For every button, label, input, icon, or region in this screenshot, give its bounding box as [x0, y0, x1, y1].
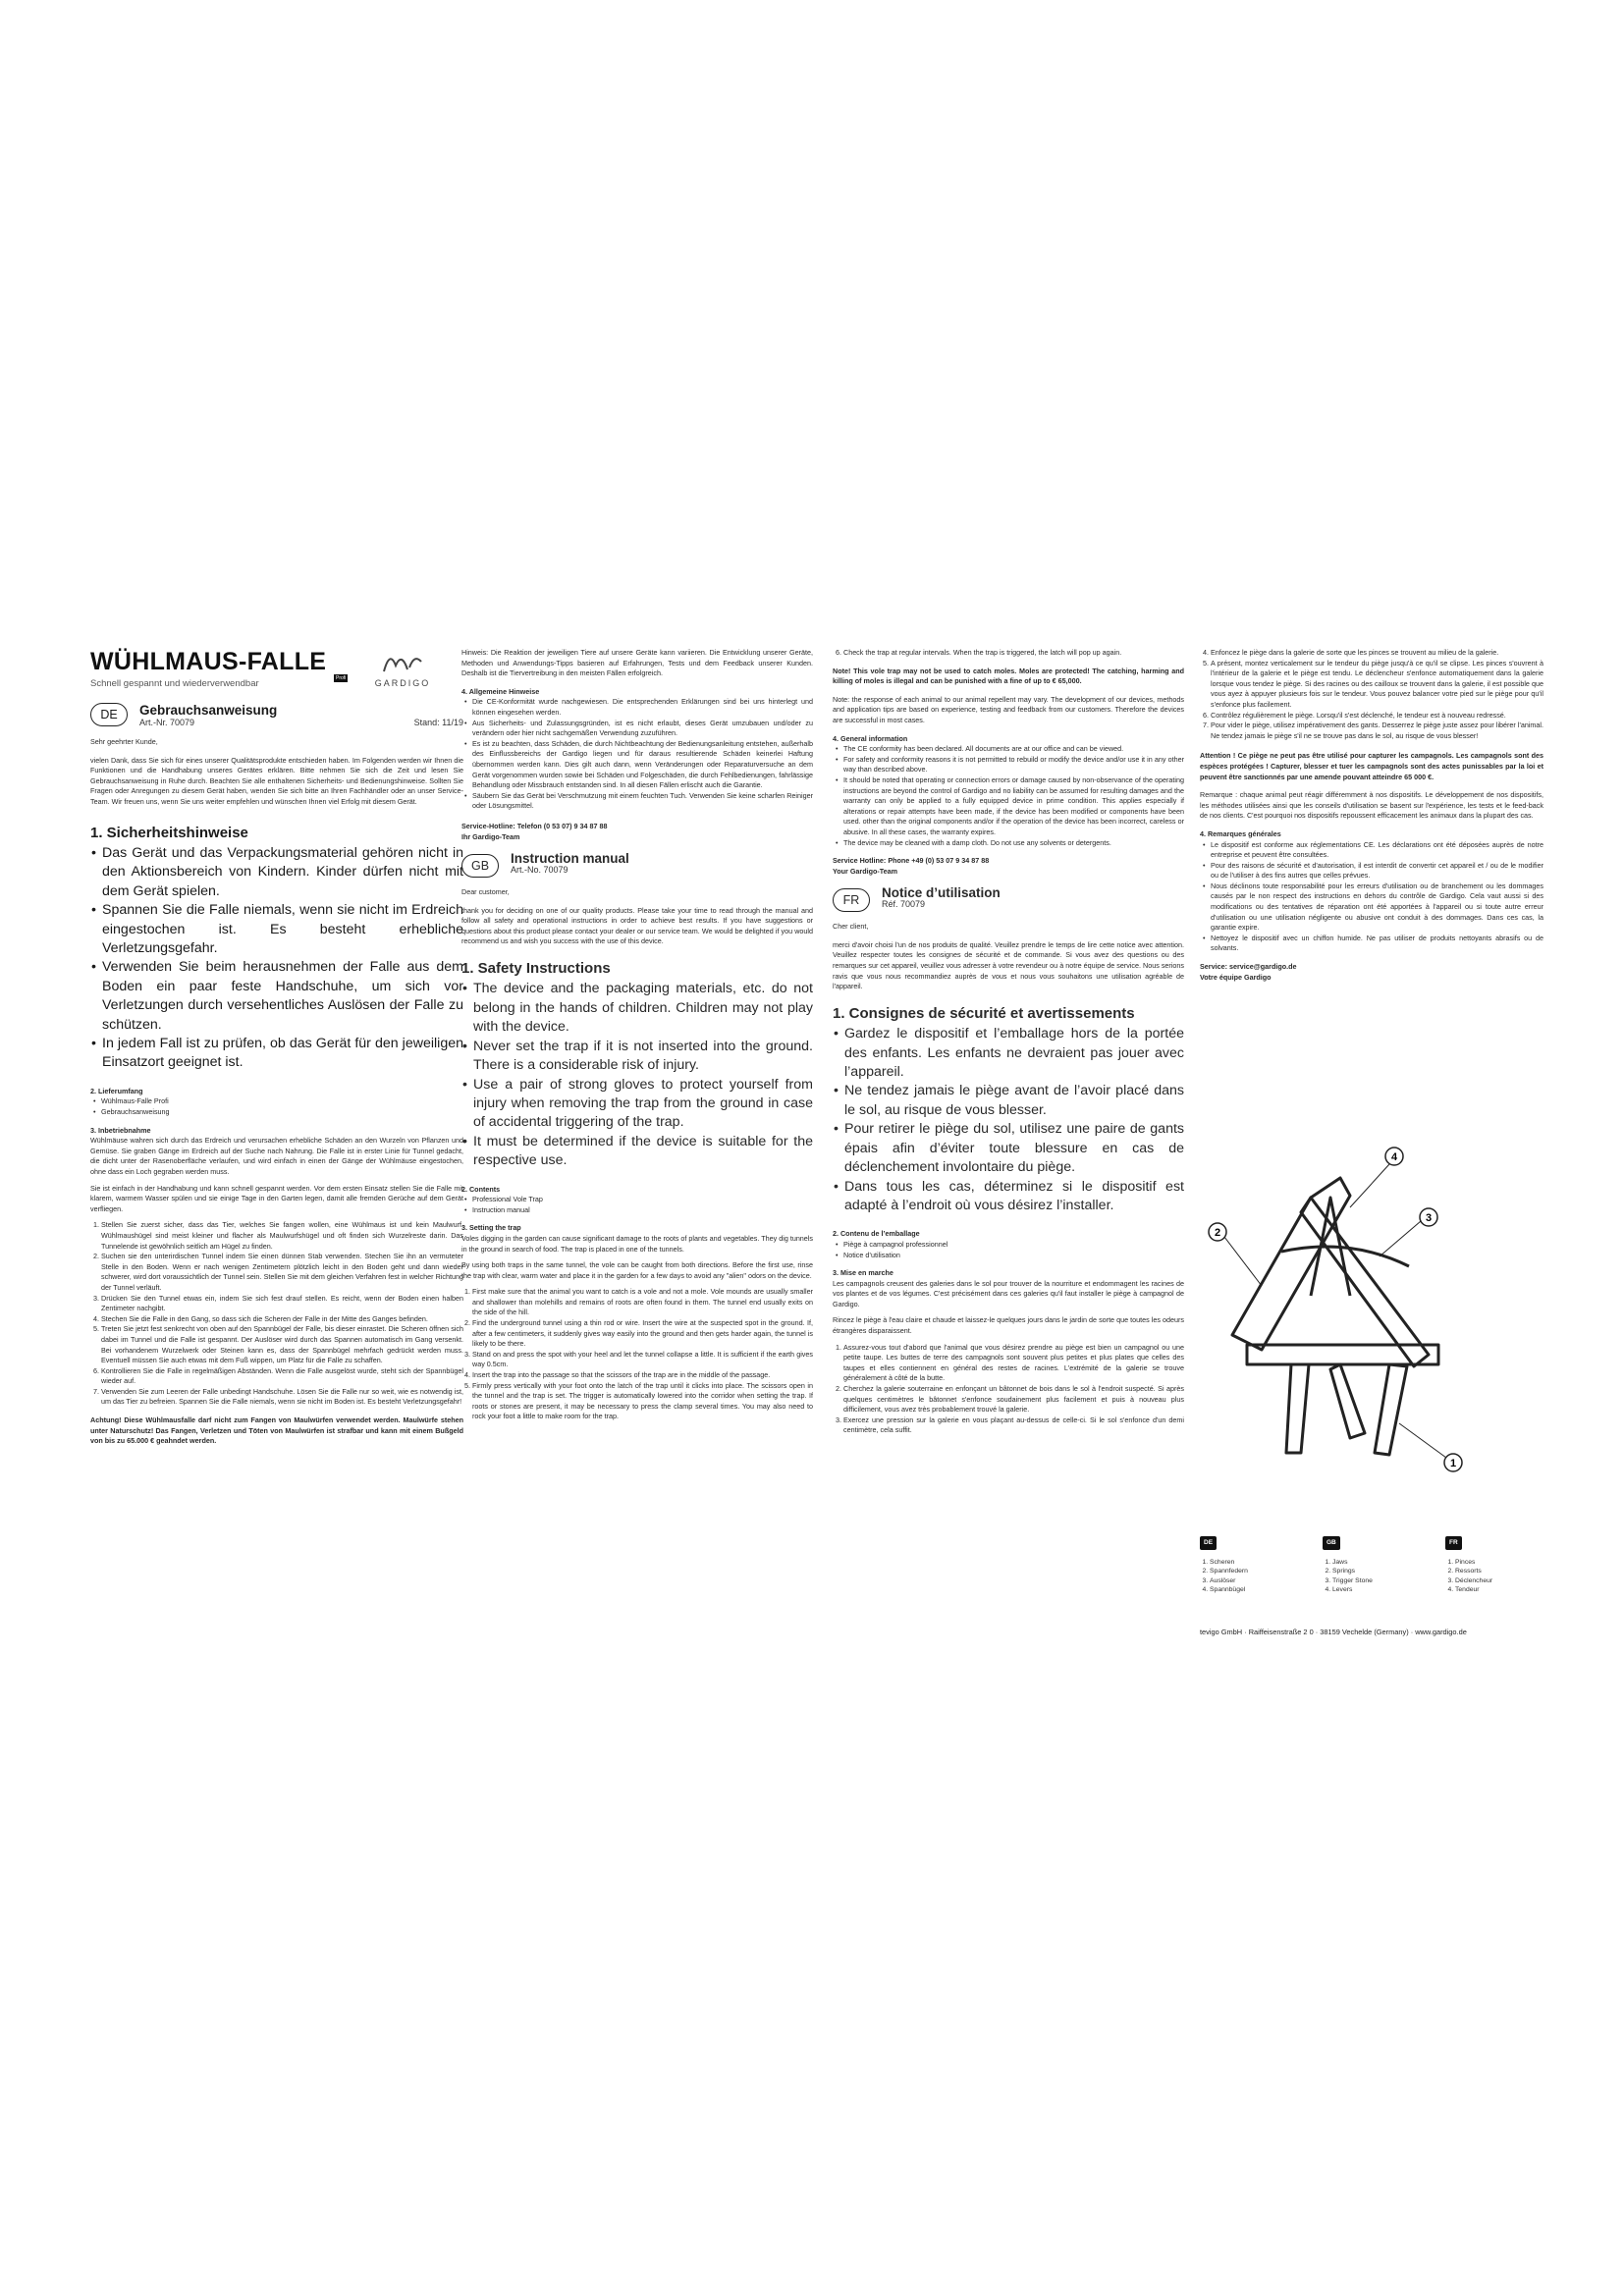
- logo-text: GARDIGO: [374, 678, 431, 688]
- de-team: Ihr Gardigo-Team: [461, 831, 520, 841]
- fr-attention: Attention ! Ce piège ne peut pas être utilisé pour capturer les campagnols. Les campagnols sont des espèces protégées ! Capturer, blesser et tuer les campagnols sont des actes punissables par la loi et peuvent être sanctionnés par une amende pouvant atteindre 65 000 €.: [1200, 751, 1543, 781]
- list-item: 4. Enfoncez le piège dans la galerie de sorte que les pinces se trouvent au milieu de la galerie.: [1211, 648, 1543, 659]
- gb-safety: [461, 959, 813, 1170]
- list-item: • Use a pair of strong gloves to protect yourself from injury when removing the trap from the ground in case of accidental triggering of the trap.: [473, 1076, 813, 1133]
- list-item: • The device may be cleaned with a damp cloth. Do not use any solvents or detergents.: [843, 838, 1184, 849]
- fr-contents-heading: 2. Contenu de l’emballage: [833, 1229, 920, 1239]
- list-item: 2. Find the underground tunnel using a thin rod or wire. Insert the wire at the suspected spot in the ground. If, after a few centimeters, it suddenly gives way easily into the ground and then gets harder again, the tunnel is likely to be there.: [472, 1318, 813, 1350]
- callout-3-label: 3: [1425, 1212, 1433, 1224]
- list-item: • Piège à campagnol professionnel: [843, 1240, 1184, 1251]
- de-use-heading: 3. Inbetriebnahme: [90, 1125, 151, 1135]
- legend-gb: [1323, 1536, 1421, 1595]
- fr-team: Votre équipe Gardigo: [1200, 972, 1272, 982]
- column-gb-fr: [833, 648, 1184, 1436]
- fr-greeting: Cher client,: [833, 922, 869, 932]
- fr-remark: Remarque : chaque animal peut réagir différemment à nos dispositifs. Le développement de nos dispositifs, les méthodes utilisées ainsi que les conseils d'utilisation se basent sur l'expérience, les tests et le feed-back de nos clients. C'est pourquoi nos dispositifs repoussent efficacement les animaux dans la plupart des cas.: [1200, 790, 1543, 821]
- list-item: 6. Kontrollieren Sie die Falle in regelmäßigen Abständen. Wenn die Falle ausgelöst wurde, steht sich der Spannbügel wieder auf.: [101, 1366, 463, 1387]
- list-item: • Nous déclinons toute responsabilité pour les erreurs d'utilisation ou de branchement ou les dommages causés par le non respect des instructions en dehors du contrôle de Gardigo. Cela vaut aussi si des modifications ou des tentatives de réparation ont été apportées à l'appareil ou si toute autre erreur d'utilisation ou une utilisation négligente ou abusive ont conduit à des dommages. Dans ces cas, la garantie expire.: [1211, 881, 1543, 934]
- callout-1-label: 1: [1449, 1458, 1457, 1469]
- de-title: Gebrauchsanweisung: [139, 703, 278, 718]
- gb-hotline: Service Hotline: Phone +49 (0) 53 07 9 34 87 88: [833, 856, 990, 866]
- gb-note: Note! This vole trap may not be used to catch moles. Moles are protected! The catching, harming and killing of moles is illegal and can be punished with a fine of up to € 65,000.: [833, 666, 1184, 686]
- de-article: Art.-Nr. 70079: [139, 718, 195, 727]
- list-item: • The device and the packaging materials, etc. do not belong in the hands of children. Children may not play with the device.: [473, 980, 813, 1037]
- list-item: • Säubern Sie das Gerät bei Verschmutzung mit einem feuchten Tuch. Verwenden Sie keine scharfen Reiniger oder Lösungsmittel.: [472, 791, 813, 812]
- trap-jaw-right: [1375, 1364, 1407, 1455]
- list-item: • Wühlmaus-Falle Profi: [101, 1096, 463, 1107]
- list-item: 1. Stellen Sie zuerst sicher, dass das Tier, welches Sie fangen wollen, eine Wühlmaus ist und kein Maulwurf. Wühlmaushügel sind meist kleiner und flacher als Maulwurfshügel und oft finden sich Wurzelreste darin. Das Tunnelende ist gewöhnlich seitlich am Hügel zu finden.: [101, 1220, 463, 1252]
- list-item: 3. Auslöser: [1210, 1576, 1298, 1586]
- legend-de-tag: DE: [1200, 1536, 1217, 1550]
- list-item: 2. Springs: [1332, 1567, 1421, 1576]
- trap-lever-right: [1301, 1198, 1429, 1366]
- list-item: 3. Trigger Stone: [1332, 1576, 1421, 1586]
- list-item: • Never set the trap if it is not inserted into the ground. There is a considerable risk of injury.: [473, 1038, 813, 1076]
- gb-setting-intro: Voles digging in the garden can cause significant damage to the roots of plants and vegetables. They dig tunnels in the ground in search of food. The trap is placed in one of the tunnels.: [461, 1233, 813, 1254]
- list-item: 1. First make sure that the animal you want to catch is a vole and not a mole. Vole mounds are usually smaller and shallower than molehills and remains of roots are often found in them. The tunnel end usually exits on the side of the hill.: [472, 1287, 813, 1318]
- de-badge: DE: [90, 703, 128, 726]
- list-item: 3. Drücken Sie den Tunnel etwas ein, indem Sie sich fest drauf stellen. Es reicht, wenn der Boden einen halben Zentimeter nachgibt.: [101, 1294, 463, 1314]
- parts-legend: [1200, 1536, 1543, 1595]
- list-item: 3. Exercez une pression sur la galerie en vous plaçant au-dessus de celle-ci. Si le sol s'enfonce d'un demi centimètre, cela suffit.: [843, 1415, 1184, 1436]
- product-title: WÜHLMAUS-FALLE: [90, 648, 327, 675]
- list-item: 4. Insert the trap into the passage so that the scissors of the trap are in the middle of the passage.: [472, 1370, 813, 1381]
- list-item: • Pour retirer le piège du sol, utilisez une paire de gants épais afin d’éviter toute blessure en cas de déclenchement involontaire du piège.: [844, 1120, 1184, 1177]
- list-item: 5. A présent, montez verticalement sur le tendeur du piège jusqu'à ce qu'il se clipse. Les pinces s'ouvrent à l'intérieur de la galerie et le piège est tendu. Le déclencheur s'enfonce automatiquement dans la galerie lorsque vous tendez le piège. Si des racines ou des cailloux se trouvent dans la galerie, il est possible que vous ayez à appuyer plusieurs fois sur le tendeur. Vous pouvez balancer votre pied sur le piège pour qu'il s'enfonce plus facilement.: [1211, 659, 1543, 711]
- legend-fr: [1445, 1536, 1543, 1595]
- callout-2-label: 2: [1214, 1227, 1221, 1239]
- gb-article: Art.-No. 70079: [511, 864, 568, 875]
- list-item: 2. Suchen sie den unterirdischen Tunnel indem Sie einen dünnen Stab verwenden. Stechen Sie ihn an vermuteter Stelle in den Boden. Wenn er nach wenigen Zentimetern plötzlich leicht in den Boden geht und dann wieder schwerer, wird dort voraussichtlich der Tunnel sein. Stellen Sie mit dem gleichen Verfahren fest in welcher Richtung der Tunnel verläuft.: [101, 1252, 463, 1293]
- de-status: Stand: 11/19: [413, 718, 463, 727]
- fr-title: Notice d’utilisation: [882, 885, 1001, 901]
- de-hint: Hinweis: Die Reaktion der jeweiligen Tiere auf unsere Geräte kann variieren. Die Entwicklung unserer Geräte, Methoden und Anwendungs-Tipps basieren auf Erfahrungen, Tests und dem Feedback unserer Kunden. Deshalb ist die Tiervertreibung in den meisten Fällen erfolgreich.: [461, 648, 813, 678]
- gb-heading: [461, 851, 813, 878]
- de-heading: [90, 703, 463, 727]
- legend-fr-tag: FR: [1445, 1536, 1462, 1550]
- gb-general-heading: 4. General information: [833, 733, 908, 743]
- gb-setting-heading: 3. Setting the trap: [461, 1223, 521, 1233]
- list-item: • Professional Vole Trap: [472, 1195, 813, 1205]
- profi-tag: Profi: [336, 675, 347, 681]
- legend-de: [1200, 1536, 1298, 1595]
- list-item: • Nettoyez le dispositif avec un chiffon humide. Ne pas utiliser de produits nettoyants abrasifs ou de solvants.: [1211, 934, 1543, 954]
- list-item: 2. Ressorts: [1455, 1567, 1543, 1576]
- list-item: • Die CE-Konformität wurde nachgewiesen. Die entsprechenden Erklärungen sind bei uns hinterlegt und können eingesehen werden.: [472, 697, 813, 718]
- de-scope-heading: 2. Lieferumfang: [90, 1086, 143, 1095]
- column-de-1: [90, 648, 463, 1447]
- product-subtitle: Schnell gespannt und wiederverwendbar: [90, 678, 259, 689]
- list-item: • In jedem Fall ist zu prüfen, ob das Gerät für den jeweiligen Einsatzort geeignet ist.: [102, 1035, 463, 1073]
- de-safety-heading: 1. Sicherheitshinweise: [90, 824, 248, 841]
- fr-start-heading: 3. Mise en marche: [833, 1268, 893, 1278]
- gb-safety-heading: 1. Safety Instructions: [461, 960, 611, 978]
- list-item: • It should be noted that operating or connection errors or damage caused by non-observance of the operating instructions are beyond the control of Gardigo and no liability can be assumed for resulting damages and the warranty can only be applied to a fully equipped device in prime condition. This applies especially if alterations or repair attempts have been made, if the device has been modified or components have been used. other than the original components and/or if the operation of the device has been incorrect, careless or abusive. In all these cases, the warranty expires.: [843, 775, 1184, 838]
- gb-greeting: Dear customer,: [461, 887, 510, 897]
- gb-title: Instruction manual: [511, 851, 629, 867]
- list-item: • Spannen Sie die Falle niemals, wenn sie nicht im Erdreich eingestochen ist. Es besteht erhebliche Verletzungsgefahr.: [102, 901, 463, 958]
- list-item: 1. Assurez-vous tout d'abord que l'animal que vous désirez prendre au piège est bien un campagnol ou une petite taupe. Les buttes de terre des campagnols sont souvent plus petites et plus plates que celles des taupes et elles contiennent en général des restes de racines. L'extrémité de la galerie se trouve généralement à côté de la butte.: [843, 1343, 1184, 1384]
- list-item: 3. Stand on and press the spot with your heel and let the tunnel collapse a little. It is sufficient if the earth gives way 0.5cm.: [472, 1350, 813, 1370]
- de-use-intro: Wühlmäuse wahren sich durch das Erdreich und verursachen erhebliche Schäden an den Wurzeln von Pflanzen und Gemüse. Sie graben Gänge im Erdreich auf der Suche nach Nahrung. Die Falle ist in erster Linie für Tunnel gedacht, die dicht unter der Rasenoberfläche verlaufen, und wird einfach in einen der Gänge der Wühlmäuse eingestochen, ohne dass ein Loch gegraben werden muss.: [90, 1136, 463, 1176]
- trap-spring: [1281, 1247, 1409, 1266]
- list-item: 2. Spannfedern: [1210, 1567, 1298, 1576]
- list-item: • The CE conformity has been declared. All documents are at our office and can be viewed.: [843, 744, 1184, 755]
- trap-jaw-left: [1286, 1364, 1309, 1453]
- list-item: 2. Cherchez la galerie souterraine en enfonçant un bâtonnet de bois dans le sol à l'endroit suspecté. Si après quelques centimètres le bâtonnet s'enfonce soudainement plus facilement et puis à nouveau plus difficilement, vous avez très probablement trouvé la galerie.: [843, 1384, 1184, 1415]
- column-fr: [1200, 648, 1543, 983]
- list-item: 5. Firmly press vertically with your foot onto the latch of the trap until it clicks into place. The scissors open in the tunnel and the trap is set. The trigger is automatically lowered into the corridor when setting the trap. If roots or stones are present, it may be necessary to press the clamp several times. You may also need to rock your foot a little to make room for the trap.: [472, 1381, 813, 1422]
- list-item: 7. Verwenden Sie zum Leeren der Falle unbedingt Handschuhe. Lösen Sie die Falle nur so weit, wie es notwendig ist, um das Tier zu befreien. Spannen Sie die Falle niemals, wenn sie nicht im Boden ist. Es besteht Verletzungsgefahr!: [101, 1387, 463, 1408]
- gb-intro: thank you for deciding on one of our quality products. Please take your time to read through the manual and follow all safety and operational instructions in order to achieve best results. If you have suggestions or questions about this product please contact your dealer or our service team. We would be delighted if you would recommend us and wish you success with the use of this device.: [461, 905, 813, 946]
- list-item: • It must be determined if the device is suitable for the respective use.: [473, 1133, 813, 1171]
- list-item: • Le dispositif est conforme aux réglementations CE. Les déclarations ont été déposées auprès de notre entreprise et peuvent être consultées.: [1211, 840, 1543, 861]
- column-de-gb: [461, 648, 813, 1422]
- brand-header: [90, 648, 463, 691]
- gb-team: Your Gardigo-Team: [833, 866, 898, 876]
- list-item: • Es ist zu beachten, dass Schäden, die durch Nichtbeachtung der Bedienungsanleitung entstehen, außerhalb des Einflussbereichs der Gardigo liegen und für daraus resultierende Schäden keinerlei Haftung übernommen werden kann. Dies gilt auch dann, wenn Veränderungen oder Reparaturversuche an dem Gerät vorgenommen wurden sowie bei Schäden und Folgeschäden, die durch Fehlbedienungen, fahrlässige Behandlung oder Missbrauch entstanden sind. In all diesen Fällen erlischt auch die Garantie.: [472, 739, 813, 791]
- de-warning: Achtung! Diese Wühlmausfalle darf nicht zum Fangen von Maulwürfen verwendet werden. Maulwürfe stehen unter Naturschutz! Das Fangen, Verletzen und Töten von Maulwürfen ist strafbar und kann mit einem Bußgeld von bis zu 65.000 € geahndet werden.: [90, 1415, 463, 1446]
- gb-response: Note: the response of each animal to our animal repellent may vary. The development of our devices, methods and application tips are based on experience, testing and feedback from our customers. Therefore the devices are successful in most cases.: [833, 694, 1184, 724]
- list-item: 6. Check the trap at regular intervals. When the trap is triggered, the latch will pop up again.: [843, 648, 1184, 659]
- de-general-heading: 4. Allgemeine Hinweise: [461, 686, 540, 696]
- list-item: • Gebrauchsanweisung: [101, 1107, 463, 1118]
- fr-intro: merci d'avoir choisi l'un de nos produits de qualité. Veuillez prendre le temps de lire cette notice avec attention. Veuillez respecter toutes les consignes de sécurité et de commande. Si vous avez des questions ou des remarques sur cet appareil, veuillez vous adresser à votre revendeur ou à notre équipe de service. Nous serions ravis que vous nous recommandiez auprès de vous et nous vous souhaitons une utilisation agréable de l'appareil.: [833, 939, 1184, 991]
- de-intro: vielen Dank, dass Sie sich für eines unserer Qualitätsprodukte entschieden haben. Im Folgenden werden wir Ihnen die Funktionen und die Handhabung unseres Gerätes erklären. Bitte nehmen Sie sich die Zeit und lesen Sie Gebrauchsanweisung in Ruhe durch. Beachten Sie alle enthaltenen Sicherheits- und Bedienungshinweise. Sollten Sie Fragen oder Anregungen zu diesem Gerät haben, wenden Sie sich bitte an Ihren Fachhändler oder an unser Service-Team. Wir freuen uns, wenn Sie uns weiter empfehlen und wünschen Ihnen viel Erfolg mit diesem Gerät.: [90, 755, 463, 806]
- list-item: 1. Scheren: [1210, 1558, 1298, 1568]
- fr-start-intro2: Rincez le piège à l'eau claire et chaude et laissez-le quelques jours dans le jardin de sorte que toutes les odeurs étrangères disparaissent.: [833, 1315, 1184, 1336]
- list-item: 4. Levers: [1332, 1585, 1421, 1595]
- fr-heading: [833, 885, 1184, 912]
- list-item: • Das Gerät und das Verpackungsmaterial gehören nicht in den Aktionsbereich von Kindern. Kinder dürfen nicht mit dem Gerät spielen.: [102, 844, 463, 901]
- list-item: • Pour des raisons de sécurité et d'autorisation, il est interdit de convertir cet appareil et / ou de le modifier ou de l'utiliser à des fins autres que celles prévues.: [1211, 861, 1543, 881]
- list-item: 6. Contrôlez régulièrement le piège. Lorsqu'il s'est déclenché, le tendeur est à nouveau redressé.: [1211, 711, 1543, 721]
- gb-badge: GB: [461, 854, 499, 878]
- list-item: • For safety and conformity reasons it is not permitted to rebuild or modify the device and/or use it in any other way than described above.: [843, 755, 1184, 775]
- fr-safety: [833, 1004, 1184, 1215]
- callout-4-label: 4: [1390, 1151, 1398, 1163]
- gb-contents-heading: 2. Contents: [461, 1184, 501, 1194]
- list-item: 4. Stechen Sie die Falle in den Gang, so dass sich die Scheren der Falle in der Mitte des Ganges befinden.: [101, 1314, 463, 1325]
- list-item: • Verwenden Sie beim herausnehmen der Falle aus dem Boden ein paar feste Handschuhe, um sich vor Verletzungen durch versehentliches Auslösen der Falle zu schützen.: [102, 958, 463, 1035]
- list-item: 3. Déclencheur: [1455, 1576, 1543, 1586]
- fr-general-heading: 4. Remarques générales: [1200, 828, 1281, 838]
- list-item: 4. Tendeur: [1455, 1585, 1543, 1595]
- trap-diagram: [1193, 1139, 1488, 1472]
- company-footer: tevigo GmbH · Raiffeisenstraße 2 0 · 38159 Vechelde (Germany) · www.gardigo.de: [1200, 1628, 1467, 1636]
- list-item: • Aus Sicherheits- und Zulassungsgründen, ist es nicht erlaubt, dieses Gerät umzubauen und/oder zu verändern oder hier nicht sachgemäßen Verwendung zuzuführen.: [472, 719, 813, 739]
- list-item: • Ne tendez jamais le piège avant de l’avoir placé dans le sol, au risque de vous blesser.: [844, 1082, 1184, 1120]
- list-item: 5. Treten Sie jetzt fest senkrecht von oben auf den Spannbügel der Falle, bis dieser einrastet. Die Scheren öffnen sich dabei im Tunnel und die Falle ist gespannt. Der Auslöser wird durch das Spannen automatisch im Gang versenkt. Bei vorhandenem Wurzelwerk oder Steinen kann es, dass der Spannbügel mehrfach gedrückt werden muss. Eventuell müssen Sie auch etwas mit dem Fuß wippen, um Platz für die Falle zu schaffen.: [101, 1324, 463, 1365]
- list-item: • Instruction manual: [472, 1205, 813, 1216]
- de-use-intro2: Sie ist einfach in der Handhabung und kann schnell gespannt werden. Vor dem ersten Einsatz stellen Sie die Falle mit klarem, warmem Wasser spülen und sie einige Tage in den Garten legen, damit alle fremden Gerüche auf dem Gerät verfliegen.: [90, 1183, 463, 1213]
- de-safety: [90, 824, 463, 1073]
- list-item: 1. Jaws: [1332, 1558, 1421, 1568]
- legend-gb-tag: GB: [1323, 1536, 1340, 1550]
- fr-service: Service: service@gardigo.de: [1200, 962, 1297, 972]
- fr-badge: FR: [833, 888, 870, 912]
- fr-safety-heading: 1. Consignes de sécurité et avertissements: [833, 1004, 1135, 1022]
- list-item: 4. Spannbügel: [1210, 1585, 1298, 1595]
- gb-setting-intro2: By using both traps in the same tunnel, the vole can be caught from both directions. Before the first use, rinse the trap with clear, warm water and place it in the garden for a few days to avoid any "alien" odors on the device.: [461, 1260, 813, 1280]
- list-item: • Gardez le dispositif et l’emballage hors de la portée des enfants. Les enfants ne devraient pas jouer avec l’appareil.: [844, 1025, 1184, 1082]
- list-item: • Notice d’utilisation: [843, 1251, 1184, 1261]
- fr-start-intro: Les campagnols creusent des galeries dans le sol pour trouver de la nourriture et endommagent les racines de vos plantes et de vos légumes. C'est précisément dans ces galeries qu'il faut installer le piège à campagnol de Gardigo.: [833, 1278, 1184, 1308]
- fr-article: Réf. 70079: [882, 898, 926, 909]
- list-item: • Dans tous les cas, déterminez si le dispositif est adapté à l’endroit où vous désirez l’installer.: [844, 1178, 1184, 1216]
- de-hotline: Service-Hotline: Telefon (0 53 07) 9 34 87 88: [461, 821, 608, 830]
- de-greeting: Sehr geehrter Kunde,: [90, 737, 158, 746]
- list-item: 1. Pinces: [1455, 1558, 1543, 1568]
- list-item: 7. Pour vider le piège, utilisez impérativement des gants. Desserrez le piège juste assez pour libérer l'animal. Ne tendez jamais le piège s'il ne se trouve pas dans le sol, au risque de vous blesser!: [1211, 721, 1543, 741]
- trap-jaw-center: [1330, 1364, 1365, 1438]
